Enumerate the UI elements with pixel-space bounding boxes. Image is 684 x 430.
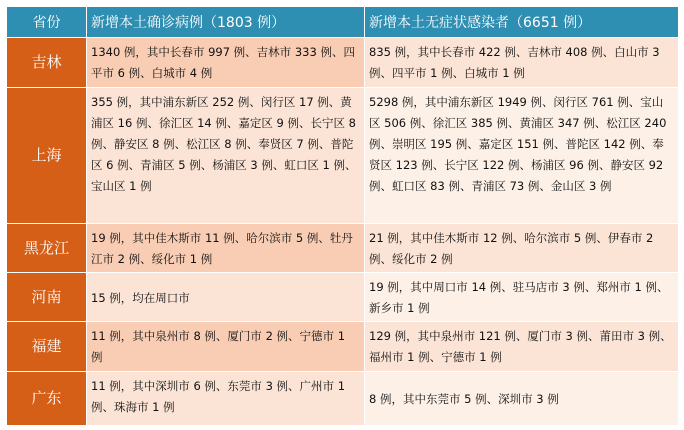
header-province: 省份 bbox=[7, 7, 87, 38]
asymptomatic-cell: 5298 例，其中浦东新区 1949 例、闵行区 761 例、宝山区 506 例、徐汇区 385 例、黄浦区 347 例、松江区 240 例、崇明区 195 例、嘉定区 151 例、普陀区 142 例、奉贤区 123 例、长宁区 122 例、杨浦区 96 例、静安区 92 例、虹口区 83 例、青浦区 73 例、金山区 3 例 bbox=[365, 88, 679, 224]
header-asymptomatic: 新增本土无症状感染者（6651 例） bbox=[365, 7, 679, 38]
table-row bbox=[7, 38, 679, 88]
confirmed-cell: 11 例，其中深圳市 6 例、东莞市 3 例、广州市 1 例、珠海市 1 例 bbox=[87, 372, 365, 426]
province-cell: 福建 bbox=[7, 322, 87, 372]
cases-table bbox=[6, 6, 679, 426]
confirmed-cell: 15 例，均在周口市 bbox=[87, 273, 365, 322]
confirmed-cell: 19 例，其中佳木斯市 11 例、哈尔滨市 5 例、牡丹江市 2 例、绥化市 1 例 bbox=[87, 224, 365, 273]
province-cell: 吉林 bbox=[7, 38, 87, 88]
asymptomatic-cell: 21 例，其中佳木斯市 12 例、哈尔滨市 5 例、伊春市 2 例、绥化市 2 例 bbox=[365, 224, 679, 273]
confirmed-cell: 355 例，其中浦东新区 252 例、闵行区 17 例、黄浦区 16 例、徐汇区 14 例、嘉定区 9 例、长宁区 8 例、静安区 8 例、松江区 8 例、奉贤区 7 例、普陀区 6 例、青浦区 5 例、杨浦区 3 例、虹口区 1 例、宝山区 1 例 bbox=[87, 88, 365, 224]
table-header-row bbox=[7, 7, 679, 38]
table-row bbox=[7, 273, 679, 322]
table-row bbox=[7, 322, 679, 372]
asymptomatic-cell: 835 例，其中长春市 422 例、吉林市 408 例、白山市 3 例、四平市 1 例、白城市 1 例 bbox=[365, 38, 679, 88]
asymptomatic-cell: 129 例，其中泉州市 121 例、厦门市 3 例、莆田市 3 例、福州市 1 例、宁德市 1 例 bbox=[365, 322, 679, 372]
asymptomatic-cell: 8 例，其中东莞市 5 例、深圳市 3 例 bbox=[365, 372, 679, 426]
table-row bbox=[7, 88, 679, 224]
asymptomatic-cell: 19 例，其中周口市 14 例、驻马店市 3 例、郑州市 1 例、新乡市 1 例 bbox=[365, 273, 679, 322]
confirmed-cell: 11 例，其中泉州市 8 例、厦门市 2 例、宁德市 1 例 bbox=[87, 322, 365, 372]
province-cell: 黑龙江 bbox=[7, 224, 87, 273]
header-confirmed: 新增本土确诊病例（1803 例） bbox=[87, 7, 365, 38]
confirmed-cell: 1340 例，其中长春市 997 例、吉林市 333 例、四平市 6 例、白城市 4 例 bbox=[87, 38, 365, 88]
table-row bbox=[7, 372, 679, 426]
province-cell: 广东 bbox=[7, 372, 87, 426]
province-cell: 上海 bbox=[7, 88, 87, 224]
table-row bbox=[7, 224, 679, 273]
province-cell: 河南 bbox=[7, 273, 87, 322]
